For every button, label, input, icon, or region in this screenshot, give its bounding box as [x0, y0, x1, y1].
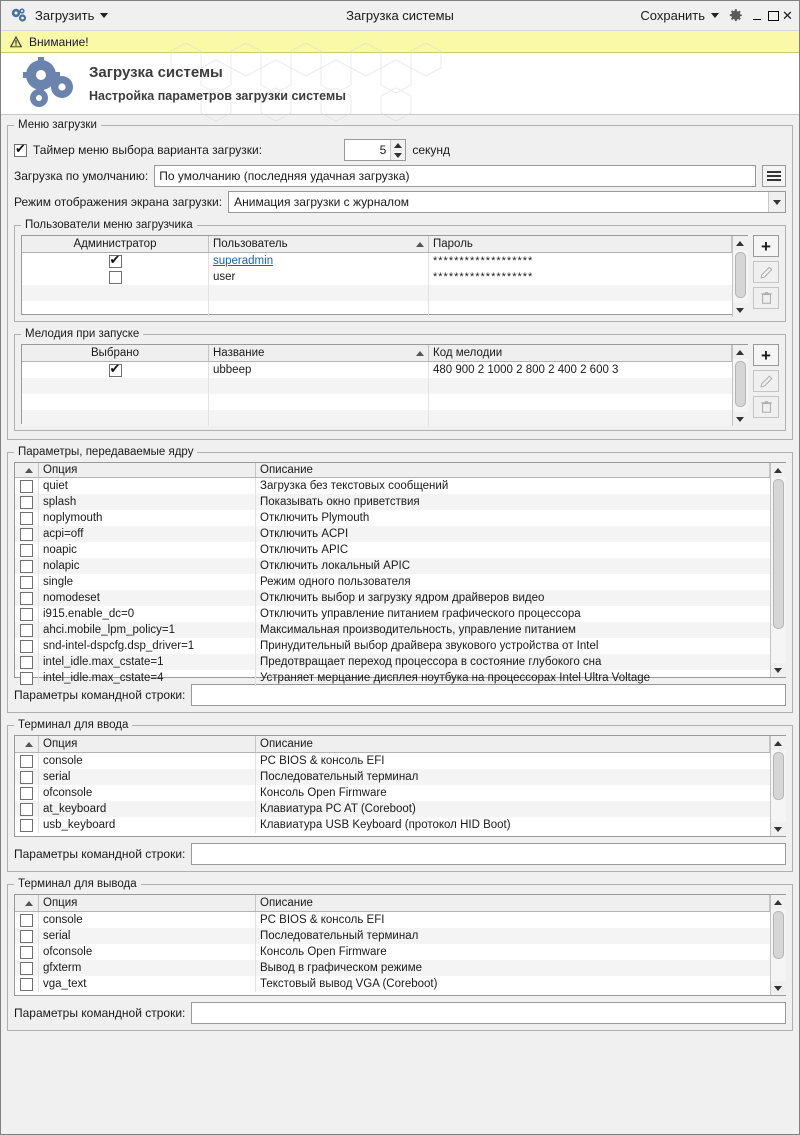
boot-menu-group [7, 119, 793, 440]
users-group [14, 219, 786, 322]
terminal-option: gfxterm [39, 960, 256, 976]
warning-icon [9, 35, 23, 49]
list-icon [767, 170, 781, 182]
table-row[interactable] [15, 638, 770, 654]
output-cmd-input[interactable] [191, 1002, 786, 1024]
scroll-thumb[interactable] [773, 752, 784, 800]
param-desc: Загрузка без текстовых сообщений [260, 480, 449, 492]
terminal-desc: PC BIOS & консоль EFI [260, 755, 385, 767]
param-checkbox[interactable] [20, 592, 33, 605]
param-checkbox[interactable] [20, 496, 33, 509]
users-table-header [22, 236, 732, 253]
melody-table-body [22, 362, 732, 426]
table-row[interactable] [15, 494, 770, 510]
terminal-option: ofconsole [39, 944, 256, 960]
terminal-desc: Последовательный терминал [260, 930, 419, 942]
chevron-down-icon [100, 13, 108, 18]
melody-code-cell: 480 900 2 1000 2 800 2 400 2 600 3 [433, 364, 619, 376]
save-menu-label: Сохранить [640, 8, 705, 23]
terminal-checkbox[interactable] [20, 978, 33, 991]
users-table-scrollbar[interactable] [732, 236, 747, 317]
kernel-col-option[interactable]: Опция [39, 463, 256, 477]
scroll-down-button[interactable] [771, 663, 786, 677]
chevron-up-icon [394, 143, 402, 148]
param-option: quiet [39, 478, 256, 494]
user-name-cell[interactable]: superadmin [209, 253, 429, 269]
param-desc: Отключить Plymouth [260, 512, 370, 524]
kernel-params-body [15, 478, 770, 686]
users-col-admin[interactable]: Администратор [22, 236, 209, 252]
users-table-wrap [21, 235, 779, 315]
scroll-thumb[interactable] [773, 911, 784, 959]
table-row[interactable] [15, 785, 770, 801]
scroll-up-button[interactable] [771, 895, 786, 909]
terminal-desc: Вывод в графическом режиме [260, 962, 423, 974]
terminal-desc: Клавиатура USB Keyboard (протокол HID Boot) [260, 819, 511, 831]
param-checkbox[interactable] [20, 656, 33, 669]
param-desc: Режим одного пользователя [260, 576, 411, 588]
users-legend: Пользователи меню загрузчика [25, 219, 193, 231]
close-button[interactable]: ✕ [782, 8, 793, 23]
kernel-col-desc[interactable]: Описание [256, 463, 770, 477]
terminal-option: serial [39, 928, 256, 944]
screen-mode-select[interactable] [228, 191, 786, 213]
terminal-option: usb_keyboard [39, 817, 256, 833]
scroll-track[interactable] [733, 359, 748, 412]
melody-group [14, 328, 786, 431]
input-terminal-body [15, 753, 770, 836]
terminal-checkbox[interactable] [20, 755, 33, 768]
input-terminal-scrollbar[interactable] [770, 736, 785, 836]
param-desc: Принудительный выбор драйвера звукового устройства от Intel [260, 640, 599, 652]
screen-mode-label: Режим отображения экрана загрузки: [14, 195, 223, 209]
kernel-params-header [15, 463, 770, 478]
table-row[interactable] [15, 976, 770, 992]
kernel-params-group [7, 446, 793, 713]
table-row[interactable] [15, 478, 770, 494]
param-option: nolapic [39, 558, 256, 574]
input-terminal-legend: Терминал для ввода [18, 719, 129, 731]
input-col-check[interactable] [15, 736, 39, 752]
seconds-label: секунд [412, 143, 450, 157]
scroll-track[interactable] [771, 477, 786, 663]
timer-decrement-button[interactable] [391, 150, 405, 160]
minimize-button[interactable] [752, 10, 764, 22]
kernel-col-check[interactable] [15, 463, 39, 477]
user-password-cell: ******************* [433, 271, 534, 283]
add-user-button[interactable]: + [753, 235, 779, 257]
output-cmd-label: Параметры командной строки: [14, 1006, 186, 1020]
melody-col-selected[interactable]: Выбрано [22, 345, 209, 361]
table-row[interactable] [15, 944, 770, 960]
terminal-checkbox[interactable] [20, 771, 33, 784]
melody-table-header [22, 345, 732, 362]
output-col-option[interactable]: Опция [39, 895, 256, 911]
terminal-checkbox[interactable] [20, 946, 33, 959]
table-row-empty [22, 410, 732, 426]
melody-table-scrollbar[interactable] [732, 345, 747, 426]
output-terminal-table [14, 894, 786, 996]
param-desc: Предотвращает переход процессора в состояние глубокого сна [260, 656, 602, 668]
admin-checkbox[interactable] [109, 255, 122, 268]
sort-ascending-icon [416, 242, 424, 247]
cogs-icon [17, 57, 79, 111]
melody-table [21, 344, 748, 424]
melody-checkbox[interactable] [109, 364, 122, 377]
table-row[interactable] [22, 253, 732, 269]
param-checkbox[interactable] [20, 576, 33, 589]
param-desc: Максимальная производительность, управление питанием [260, 624, 576, 636]
terminal-checkbox[interactable] [20, 819, 33, 832]
table-row-empty [22, 394, 732, 410]
add-melody-button[interactable]: + [753, 344, 779, 366]
table-row[interactable] [15, 769, 770, 785]
output-terminal-header [15, 895, 770, 912]
table-row[interactable] [15, 654, 770, 670]
user-password-cell: ******************* [433, 255, 534, 267]
input-terminal-table [14, 735, 786, 837]
user-admin-cell[interactable] [22, 269, 209, 285]
default-boot-label: Загрузка по умолчанию: [14, 169, 149, 183]
param-option: splash [39, 494, 256, 510]
screen-mode-value: Анимация загрузки с журналом [234, 195, 410, 209]
scroll-track[interactable] [733, 250, 748, 303]
melody-col-code[interactable]: Код мелодии [429, 345, 732, 361]
param-checkbox[interactable] [20, 608, 33, 621]
user-name-cell[interactable]: user [209, 269, 429, 285]
scroll-down-button[interactable] [733, 412, 748, 426]
table-row[interactable] [15, 542, 770, 558]
param-desc: Отключить APIC [260, 544, 349, 556]
param-option: ahci.mobile_lpm_policy=1 [39, 622, 256, 638]
terminal-option: ofconsole [39, 785, 256, 801]
param-desc: Устраняет мерцание дисплея ноутбука на процессорах Intel Ultra Voltage [260, 672, 651, 684]
default-boot-field[interactable]: По умолчанию (последняя удачная загрузка) [154, 165, 756, 187]
terminal-checkbox[interactable] [20, 803, 33, 816]
terminal-option: vga_text [39, 976, 256, 992]
users-table [21, 235, 748, 315]
scroll-down-button[interactable] [733, 303, 748, 317]
table-row[interactable] [15, 928, 770, 944]
warning-text: Внимание! [29, 34, 89, 49]
input-cmd-label: Параметры командной строки: [14, 847, 186, 861]
scroll-up-button[interactable] [733, 236, 748, 250]
input-cmd-row [14, 843, 786, 865]
timer-spinner[interactable] [344, 139, 406, 161]
terminal-checkbox[interactable] [20, 787, 33, 800]
output-terminal-scrollbar[interactable] [770, 895, 785, 995]
timer-label: Таймер меню выбора варианта загрузки: [33, 143, 263, 157]
edit-melody-button[interactable] [753, 370, 779, 392]
chevron-down-icon [394, 153, 402, 158]
page-banner [1, 53, 799, 115]
param-option: intel_idle.max_cstate=1 [39, 654, 256, 670]
terminal-option: console [39, 753, 256, 769]
users-col-user[interactable]: Пользователь [209, 236, 429, 252]
param-desc: Отключить управление питанием графического процессора [260, 608, 581, 620]
terminal-checkbox[interactable] [20, 914, 33, 927]
kernel-cmd-input[interactable] [191, 684, 786, 706]
param-option: intel_idle.max_cstate=4 [39, 670, 256, 686]
scroll-thumb[interactable] [773, 479, 784, 629]
sort-ascending-icon [416, 351, 424, 356]
save-menu-button[interactable] [640, 8, 719, 23]
scroll-up-button[interactable] [733, 345, 748, 359]
input-col-option[interactable]: Опция [39, 736, 256, 752]
table-row[interactable] [15, 590, 770, 606]
output-terminal-legend: Терминал для вывода [18, 878, 137, 890]
timer-value[interactable]: 5 [379, 143, 387, 157]
table-row[interactable] [15, 912, 770, 928]
terminal-option: serial [39, 769, 256, 785]
melody-legend: Мелодия при запуске [25, 328, 140, 340]
output-col-desc[interactable]: Описание [256, 895, 770, 911]
param-checkbox[interactable] [20, 544, 33, 557]
table-row[interactable] [15, 606, 770, 622]
param-option: acpi=off [39, 526, 256, 542]
default-boot-row [14, 165, 786, 187]
terminal-desc: Консоль Open Firmware [260, 946, 387, 958]
terminal-desc: Клавиатура PC AT (Coreboot) [260, 803, 416, 815]
terminal-desc: Консоль Open Firmware [260, 787, 387, 799]
default-boot-list-button[interactable] [762, 165, 786, 187]
table-row[interactable] [22, 362, 732, 378]
pencil-icon [760, 375, 773, 388]
terminal-desc: PC BIOS & консоль EFI [260, 914, 385, 926]
kernel-params-scrollbar[interactable] [770, 463, 785, 677]
users-table-body [22, 253, 732, 317]
scroll-track[interactable] [771, 909, 786, 981]
terminal-option: at_keyboard [39, 801, 256, 817]
table-row-empty [22, 378, 732, 394]
timer-increment-button[interactable] [391, 140, 405, 150]
param-option: single [39, 574, 256, 590]
load-menu-button[interactable] [35, 8, 108, 23]
input-col-desc[interactable]: Описание [256, 736, 770, 752]
trash-icon [760, 400, 773, 414]
kernel-cmd-label: Параметры командной строки: [14, 688, 186, 702]
output-terminal-group [7, 878, 793, 1031]
table-row[interactable] [15, 526, 770, 542]
table-row[interactable] [15, 558, 770, 574]
screen-mode-row [14, 191, 786, 213]
table-row[interactable] [15, 753, 770, 769]
kernel-params-table [14, 462, 786, 684]
melody-actions [753, 344, 779, 418]
table-row[interactable] [22, 269, 732, 285]
param-option: noapic [39, 542, 256, 558]
table-row[interactable] [15, 622, 770, 638]
scroll-up-button[interactable] [771, 736, 786, 750]
param-checkbox[interactable] [20, 480, 33, 493]
param-desc: Отключить выбор и загрузку ядром драйверов видео [260, 592, 545, 604]
melody-col-name[interactable]: Название [209, 345, 429, 361]
gear-icon[interactable] [727, 7, 744, 24]
param-checkbox[interactable] [20, 528, 33, 541]
main-content [1, 115, 799, 1134]
param-checkbox[interactable] [20, 512, 33, 525]
scroll-up-button[interactable] [771, 463, 786, 477]
melody-table-wrap [21, 344, 779, 424]
table-row[interactable] [15, 801, 770, 817]
terminal-checkbox[interactable] [20, 930, 33, 943]
output-cmd-row [14, 1002, 786, 1024]
delete-melody-button[interactable] [753, 396, 779, 418]
param-desc: Отключить локальный APIC [260, 560, 411, 572]
load-menu-label: Загрузить [35, 8, 95, 23]
scroll-down-button[interactable] [771, 822, 786, 836]
scroll-down-button[interactable] [771, 981, 786, 995]
scroll-track[interactable] [771, 750, 786, 822]
kernel-cmd-row [14, 684, 786, 706]
param-option: i915.enable_dc=0 [39, 606, 256, 622]
param-checkbox[interactable] [20, 640, 33, 653]
param-option: nomodeset [39, 590, 256, 606]
scroll-thumb[interactable] [735, 361, 746, 407]
terminal-desc: Последовательный терминал [260, 771, 419, 783]
table-row-empty [22, 301, 732, 317]
users-col-password[interactable]: Пароль [429, 236, 732, 252]
param-option: noplymouth [39, 510, 256, 526]
app-logo-icon [9, 6, 29, 26]
param-checkbox[interactable] [20, 624, 33, 637]
table-row[interactable] [15, 510, 770, 526]
terminal-desc: Текстовый вывод VGA (Coreboot) [260, 978, 438, 990]
melody-selected-cell[interactable] [22, 362, 209, 378]
banner-title: Загрузка системы [89, 64, 223, 81]
edit-user-button[interactable] [753, 261, 779, 283]
output-terminal-body [15, 912, 770, 995]
boot-menu-legend: Меню загрузки [18, 119, 97, 131]
chevron-down-icon [711, 13, 719, 18]
window-title: Загрузка системы [346, 8, 454, 23]
melody-name-cell[interactable]: ubbeep [209, 362, 429, 378]
timer-row [14, 139, 786, 161]
param-desc: Показывать окно приветствия [260, 496, 420, 508]
table-row[interactable] [15, 960, 770, 976]
param-checkbox[interactable] [20, 560, 33, 573]
terminal-option: console [39, 912, 256, 928]
maximize-button[interactable] [767, 10, 779, 22]
input-cmd-input[interactable] [191, 843, 786, 865]
output-col-check[interactable] [15, 895, 39, 911]
table-row[interactable] [15, 574, 770, 590]
terminal-checkbox[interactable] [20, 962, 33, 975]
pencil-icon [760, 266, 773, 279]
timer-checkbox[interactable] [14, 144, 27, 157]
param-desc: Отключить ACPI [260, 528, 349, 540]
kernel-params-legend: Параметры, передаваемые ядру [18, 446, 194, 458]
title-bar [1, 1, 799, 31]
user-admin-cell[interactable] [22, 253, 209, 269]
delete-user-button[interactable] [753, 287, 779, 309]
table-row[interactable] [15, 817, 770, 833]
scroll-thumb[interactable] [735, 252, 746, 298]
table-row[interactable] [15, 670, 770, 686]
trash-icon [760, 291, 773, 305]
users-actions [753, 235, 779, 309]
param-checkbox[interactable] [20, 672, 33, 685]
chevron-down-icon[interactable] [768, 192, 785, 212]
table-row-empty [22, 285, 732, 301]
param-option: snd-intel-dspcfg.dsp_driver=1 [39, 638, 256, 654]
admin-checkbox[interactable] [109, 271, 122, 284]
input-terminal-header [15, 736, 770, 753]
input-terminal-group [7, 719, 793, 872]
banner-subtitle: Настройка параметров загрузки системы [89, 89, 346, 103]
